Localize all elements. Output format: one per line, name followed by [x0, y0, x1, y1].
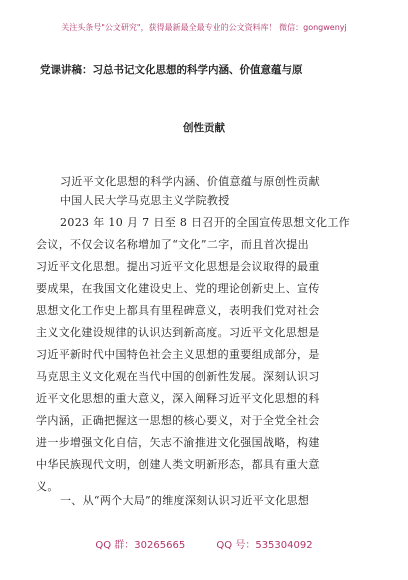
body-line: 习近平文化思想。提出习近平文化思想是会议取得的最重 [36, 260, 320, 273]
body-text [36, 212, 360, 498]
body-line: 思想文化工作史上都具有里程碑意义，表明我们党对社会 [36, 304, 320, 317]
body-line: 近平文化思想的重大意义，深入阐释习近平文化思想的科 [36, 392, 320, 405]
body-line: 马克思主义文化观在当代中国的创新性发展。深刻认识习 [36, 370, 320, 383]
footer-contact [0, 536, 408, 551]
author-line: 中国人民大学马克思主义学院教授 [60, 194, 230, 207]
body-line: 进一步增强文化自信，矢志不渝推进文化强国战略，构建 [36, 436, 320, 449]
document-title-continued: 创性贡献 [183, 122, 225, 134]
body-line: 要成果，在我国文化建设史上、党的理论创新史上、宣传 [36, 282, 320, 295]
body-line: 习近平新时代中国特色社会主义思想的重要组成部分，是 [36, 348, 320, 361]
section-heading: 一、从“两个大局”的维度深刻认识习近平文化思想 [60, 494, 310, 507]
footer-qq-group: QQ 群：30265665 [95, 540, 186, 551]
subtitle: 习近平文化思想的科学内涵、价值意蕴与原创性贡献 [60, 175, 320, 188]
footer-qq-number: QQ 号：535304092 [216, 540, 313, 551]
body-line: 中华民族现代文明，创建人类文明新形态，都具有重大意 [36, 458, 320, 471]
header-banner: 关注头条号"公文研究"，获得最新最全最专业的公文资料库！ 微信：gongwenyj [61, 23, 347, 32]
document-title: 党课讲稿：习总书记文化思想的科学内涵、价值意蕴与原 [40, 64, 303, 76]
body-line: 学内涵，正确把握这一思想的核心要义，对于全党全社会 [36, 414, 320, 427]
body-line: 会议，不仅会议名称增加了“文化”二字，而且首次提出 [36, 238, 309, 251]
body-line: 主义文化建设规律的认识达到新高度。习近平文化思想是 [36, 326, 320, 339]
body-line: 2023 年 10 月 7 日至 8 日召开的全国宣传思想文化工作 [60, 216, 351, 229]
body-line: 义。 [36, 480, 59, 493]
